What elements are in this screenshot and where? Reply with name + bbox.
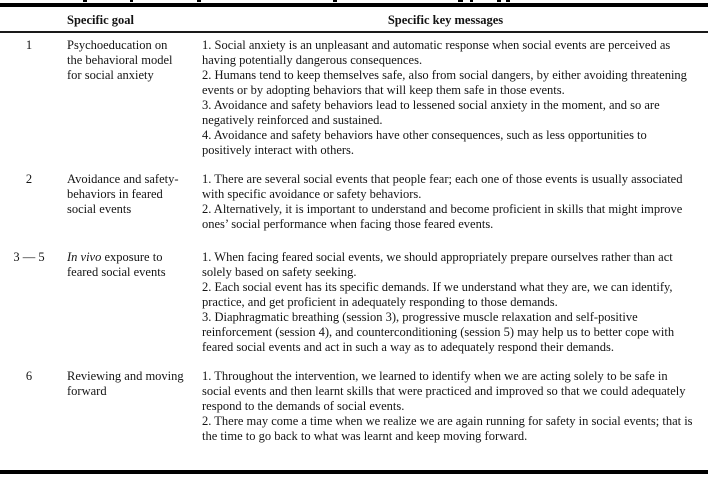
key-message: 1. When facing feared social events, we should appropriately prepare ourselves rather than act solely based on safety seeking. (202, 249, 673, 279)
goal-text: Reviewing and moving forward (67, 368, 184, 398)
caption-descender-fragment (130, 0, 133, 2)
table-row-session-3-5 (0, 250, 708, 355)
goal-cell (58, 38, 195, 158)
caption-descender-fragment (83, 0, 87, 2)
header-specific-key-messages: Specific key messages (387, 13, 504, 27)
key-message: 1. Social anxiety is an unpleasant and automatic response when social events are perceived as having potentially dangerous consequences. (202, 37, 671, 67)
session-number: 2 (25, 171, 33, 186)
key-message: 4. Avoidance and safety behaviors have other consequences, such as less opportunities to positively interact with others. (202, 127, 647, 157)
key-message: 2. There may come a time when we realize we are again running for safety in social events; that is the time to go back to what was learnt and keep moving forward. (202, 413, 693, 443)
key-message: 3. Avoidance and safety behaviors lead to lessened social anxiety in the moment, and so are negatively reinforced and sustained. (202, 97, 660, 127)
messages-cell (195, 172, 708, 232)
goal-cell (58, 250, 195, 355)
header-specific-goal: Specific goal (67, 13, 135, 27)
key-message: 2. Humans tend to keep themselves safe, also from social dangers, by either avoiding threatening events or by adopting behaviors that will keep them safe in those events. (202, 67, 687, 97)
clipped-caption-fragments (0, 0, 708, 3)
session-number: 6 (25, 368, 33, 383)
key-message: 2. Each social event has its specific demands. If we understand what they are, we can identify, practice, and get proficient in adequately responding to those demands. (202, 279, 673, 309)
table-body (0, 33, 708, 444)
goal-cell (58, 172, 195, 232)
messages-cell (195, 38, 708, 158)
table-row-session-2 (0, 172, 708, 232)
caption-descender-fragment (506, 0, 510, 2)
caption-descender-fragment (470, 0, 473, 2)
caption-descender-fragment (458, 0, 463, 2)
session-number: 1 (25, 37, 33, 52)
goal-italic-text: In vivo (67, 249, 102, 264)
key-message: 1. There are several social events that people fear; each one of those events is usually associated with specific avoidance or safety behaviors. (202, 171, 683, 201)
session-number: 3 — 5 (13, 249, 45, 264)
key-message: 3. Diaphragmatic breathing (session 3), progressive muscle relaxation and self-positive reinforcement (session 4), and counterconditioning (session 5) may help us to better cope with feared social events and act in such a way as to adequately respond their demands. (202, 309, 675, 354)
goal-cell (58, 369, 195, 444)
header-session-column (0, 13, 58, 27)
caption-descender-fragment (497, 0, 501, 2)
messages-cell (195, 250, 708, 355)
caption-descender-fragment (197, 0, 201, 2)
key-message: 1. Throughout the intervention, we learned to identify when we are acting solely to be safe in social events and then learnt skills that were practiced and improved so that we could adequately respond to the demands of social events. (202, 368, 686, 413)
table-header-row (0, 7, 708, 31)
key-message: 2. Alternatively, it is important to understand and become proficient in skills that might improve ones’ social performance when facing those feared events. (202, 201, 683, 231)
goal-text: Psychoeducation on the behavioral model for social anxiety (67, 37, 173, 82)
goal-text: exposure to feared social events (67, 249, 166, 279)
goal-text: Avoidance and safety-behaviors in feared social events (67, 171, 179, 216)
messages-cell (195, 369, 708, 444)
table-row-session-1 (0, 38, 708, 158)
table-row-session-6 (0, 369, 708, 444)
table-bottom-rule (0, 470, 708, 474)
caption-descender-fragment (333, 0, 337, 2)
